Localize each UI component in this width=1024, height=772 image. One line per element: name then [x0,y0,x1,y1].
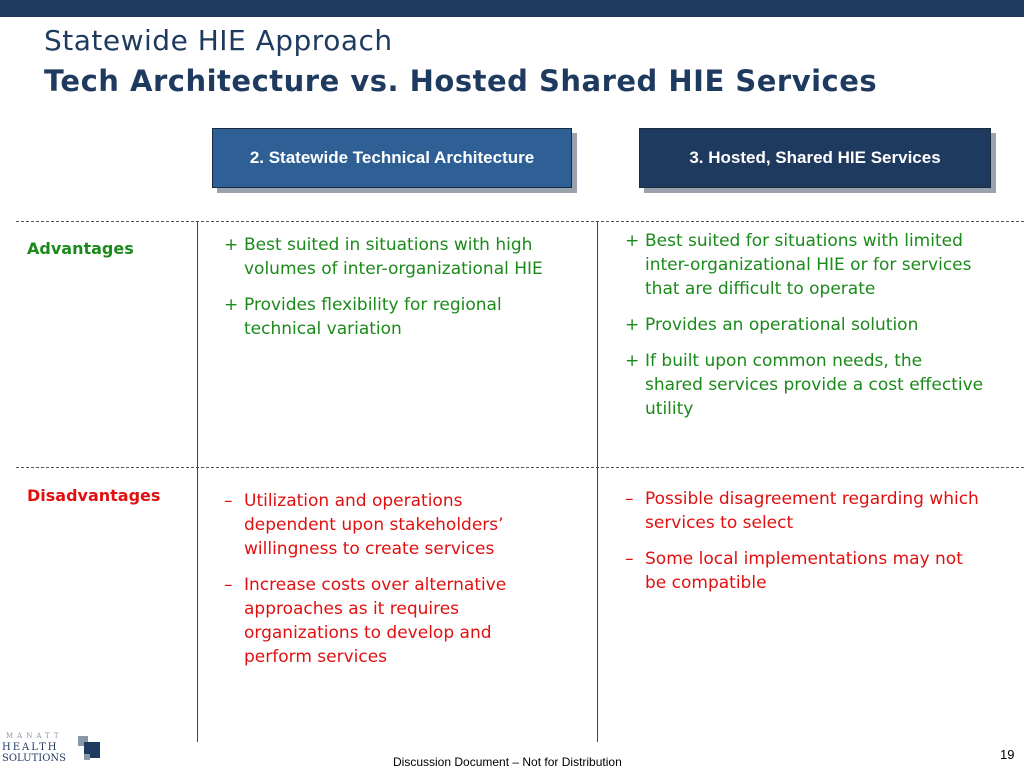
bullet-text: If built upon common needs, the shared services provide a cost effective utility [645,351,984,419]
logo-mark [0,728,110,768]
bullet-text: Utilization and operations dependent upon stakeholders’ willingness to create services [244,491,504,559]
column-header-hosted-services: 3. Hosted, Shared HIE Services [639,128,991,188]
list-item [625,313,985,337]
bullet-marker: – [224,491,233,511]
list-item [224,293,584,341]
top-bar [0,0,1024,17]
divider-top [16,221,1024,222]
bullet-text: Provides flexibility for regional technical variation [244,295,502,339]
list-item [625,487,985,535]
footer-text: Discussion Document – Not for Distribution [393,755,622,769]
bullet-marker: + [224,295,239,315]
page-number: 19 [1000,747,1015,762]
slide-subtitle: Tech Architecture vs. Hosted Shared HIE Services [44,64,878,98]
bullet-marker: + [625,315,640,335]
disadvantages-label: Disadvantages [27,486,161,505]
logo-line2: HEALTH [2,742,59,753]
slide-title: Statewide HIE Approach [44,24,393,57]
bullet-text: Some local implementations may not be compatible [645,549,963,593]
bullet-marker: + [625,351,640,371]
column-divider-1 [197,222,198,742]
bullet-text: Possible disagreement regarding which services to select [645,489,979,533]
bullet-marker: + [625,231,640,251]
disadvantages-col2-list [224,489,554,681]
list-item [625,547,985,595]
advantages-label: Advantages [27,239,134,258]
list-item [625,349,985,421]
bullet-marker: – [625,489,634,509]
logo-line1: MANATT [6,732,63,740]
bullet-text: Best suited in situations with high volumes of inter-organizational HIE [244,235,543,279]
divider-middle [16,467,1024,468]
company-logo [0,728,110,768]
advantages-col3-list [625,229,985,433]
list-item [224,233,584,281]
advantages-col2-list [224,233,584,353]
column-divider-2 [597,222,598,742]
bullet-marker: – [224,575,233,595]
column-header-technical-architecture: 2. Statewide Technical Architecture [212,128,572,188]
bullet-text: Provides an operational solution [645,315,919,335]
list-item [625,229,985,301]
logo-line3: SOLUTIONS [2,753,66,764]
disadvantages-col3-list [625,487,985,607]
list-item [224,489,554,561]
bullet-marker: – [625,549,634,569]
bullet-text: Increase costs over alternative approaches as it requires organizations to develop and perform services [244,575,507,667]
list-item [224,573,554,669]
bullet-text: Best suited for situations with limited inter-organizational HIE or for services that are difficult to operate [645,231,972,299]
bullet-marker: + [224,235,239,255]
